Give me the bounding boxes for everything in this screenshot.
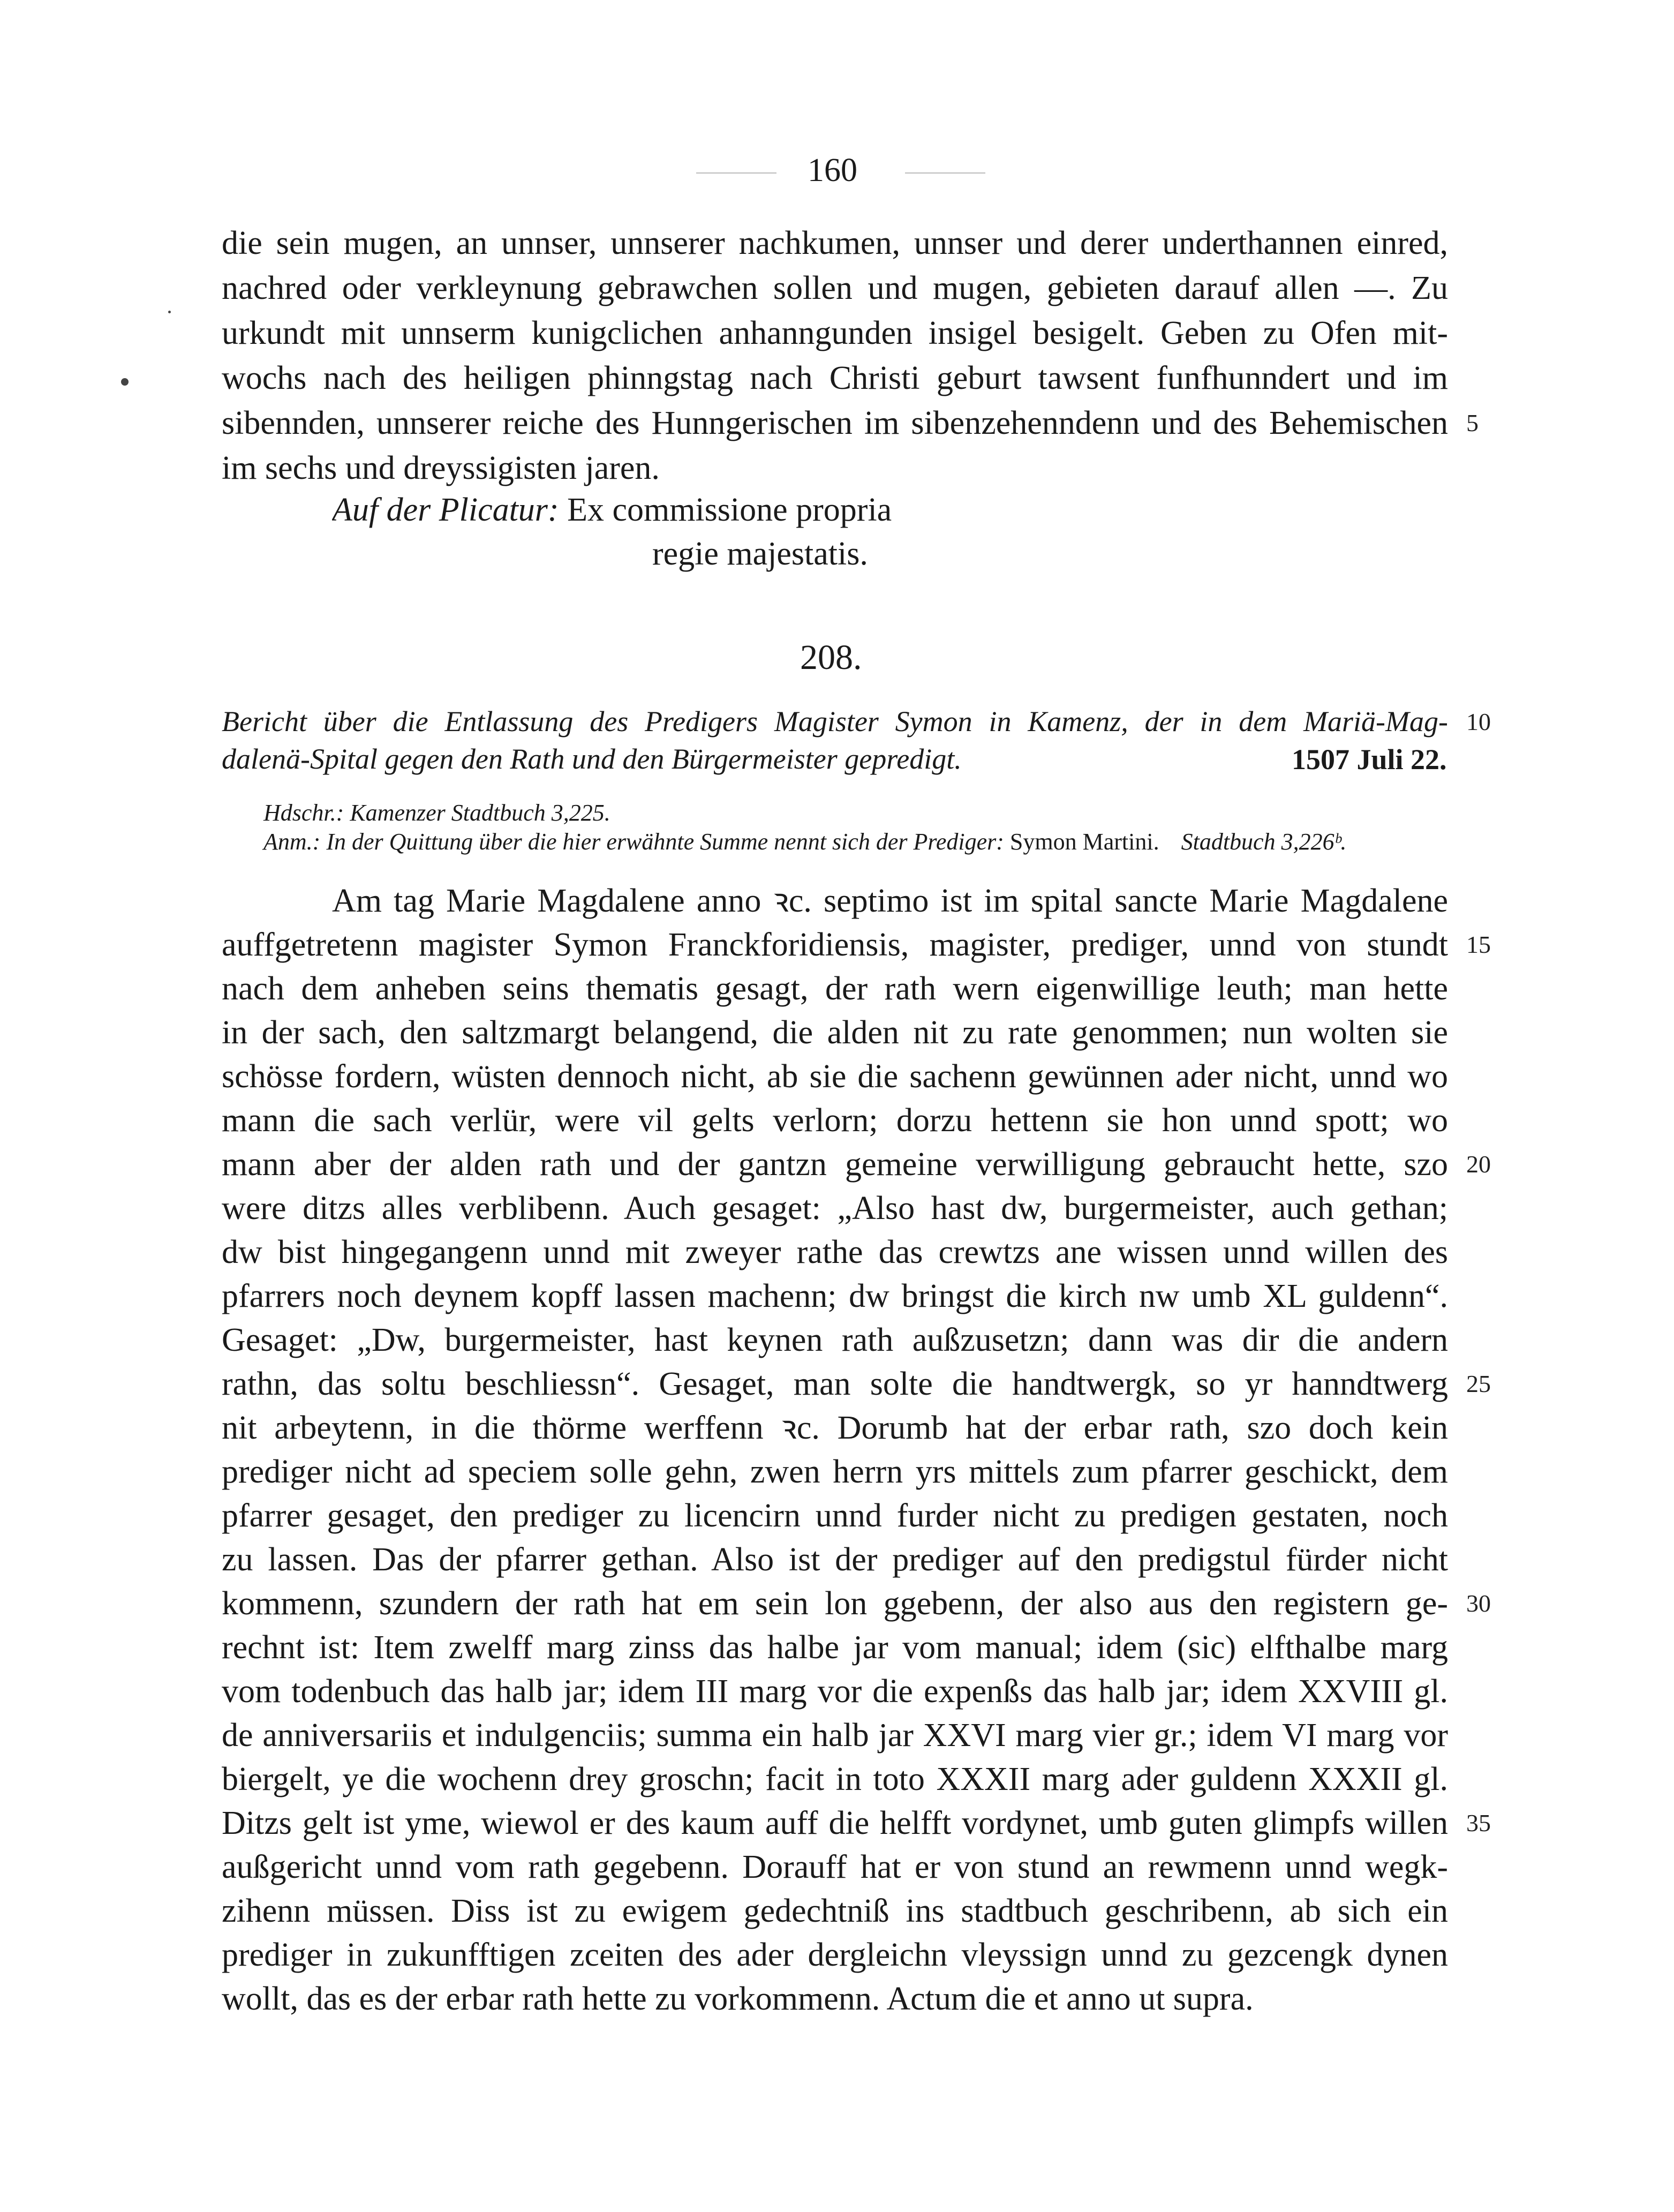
body-line: biergelt, ye die wochenn drey groschn; facit in toto XXXII marg ader guldenn XXXII gl. (222, 1761, 1448, 1797)
source-label: Hdschr.: (263, 800, 344, 826)
body-line: pfarrers noch deynem kopff lassen machenn; dw bringst die kirch nw umb XL guldenn“. (222, 1278, 1448, 1314)
margin-speck (168, 311, 171, 313)
text-line: wochs nach des heiligen phinngstag nach Christi geburt tawsent funfhunndert und im (222, 360, 1448, 396)
header-rule-left (696, 172, 776, 174)
body-line: were ditzs alles verblibenn. Auch gesaget: „Also hast dw, burgermeister, auch gethan; (222, 1190, 1448, 1227)
body-line: in der sach, den saltzmargt belangend, die alden nit zu rate genommen; nun wolten sie (222, 1014, 1448, 1051)
source-annotation (263, 826, 1346, 858)
line-number: 25 (1466, 1370, 1491, 1397)
source-text: Kamenzer Stadtbuch 3,225. (350, 800, 610, 826)
text-line: urkundt mit unnserm kunigclichen anhanngunden insigel besigelt. Geben zu Ofen mit- (222, 315, 1448, 351)
annotation-ref: Stadtbuch 3,226ᵇ. (1181, 829, 1347, 855)
body-line: Am tag Marie Magdalene anno ꝛc. septimo ist im spital sancte Marie Magdalene (332, 883, 1448, 919)
margin-speck (121, 378, 129, 386)
plicatur-note-continued: regie majestatis. (652, 536, 868, 572)
body-line: nit arbeytenn, in die thörme werffenn ꝛc. Dorumb hat der erbar rath, szo doch kein (222, 1410, 1448, 1446)
line-number: 5 (1466, 409, 1479, 437)
regest-line: dalenä-Spital gegen den Rath und den Bürgermeister gepredigt. (222, 743, 962, 775)
body-line: prediger nicht ad speciem solle gehn, zwen herrn yrs mittels zum pfarrer geschickt, dem (222, 1454, 1448, 1490)
text-line: die sein mugen, an unnser, unnserer nachkumen, unnser und derer underthannen einred, (222, 225, 1448, 261)
source-manuscript (263, 797, 610, 829)
body-line: Ditzs gelt ist yme, wiewol er des kaum auff die helfft vordynet, umb guten glimpfs willen (222, 1805, 1448, 1841)
body-line: außgericht unnd vom rath gegebenn. Dorauff hat er von stund an rewmenn unnd wegk- (222, 1849, 1448, 1885)
body-line: vom todenbuch das halb jar; idem III marg vor die expenßs das halb jar; idem XXVIII gl. (222, 1673, 1448, 1710)
body-line: wollt, das es der erbar rath hette zu vorkommenn. Actum die et anno ut supra. (222, 1981, 1254, 2017)
plicatur-note (332, 487, 1296, 532)
body-line: auffgetretenn magister Symon Franckforidiensis, magister, prediger, unnd von stundt (222, 927, 1448, 963)
text-line: nachred oder verkleynung gebrawchen sollen und mugen, gebieten darauf allen —. Zu (222, 270, 1448, 306)
plicatur-label: Auf der Plicatur: (332, 492, 559, 528)
header-rule-right (905, 172, 985, 174)
document-date: 1507 Juli 22. (1292, 743, 1447, 776)
regest-line: Bericht über die Entlassung des Predigers Magister Symon in Kamenz, der in dem Mariä-Mag- (222, 705, 1448, 738)
annotation-label: Anm.: (263, 829, 321, 855)
body-line: Gesaget: „Dw, burgermeister, hast keynen rath außzusetzn; dann was dir die andern (222, 1322, 1448, 1358)
line-number: 35 (1466, 1809, 1491, 1837)
line-number: 20 (1466, 1150, 1491, 1178)
body-line: pfarrer gesaget, den prediger zu licencirn unnd furder nicht zu predigen gestaten, noch (222, 1498, 1448, 1534)
annotation-text: In der Quittung über die hier erwähnte Summe nennt sich der Prediger: (326, 829, 1004, 855)
page-number: 160 (808, 152, 857, 189)
body-line: rechnt ist: Item zwelff marg zinss das halbe jar vom manual; idem (sic) elfthalbe marg (222, 1629, 1448, 1666)
annotation-name: Symon Martini. (1009, 829, 1159, 855)
body-line: nach dem anheben seins thematis gesagt, der rath wern eigenwillige leuth; man hette (222, 970, 1448, 1007)
body-line: rathn, das soltu beschliessn“. Gesaget, man solte die handtwergk, so yr hanndtwerg (222, 1366, 1448, 1402)
body-line: mann die sach verlür, were vil gelts verlorn; dorzu hettenn sie hon unnd spott; wo (222, 1102, 1448, 1139)
line-number: 15 (1466, 931, 1491, 958)
line-number: 10 (1466, 708, 1491, 735)
body-line: mann aber der alden rath und der gantzn gemeine verwilligung gebraucht hette, szo (222, 1146, 1448, 1183)
body-line: kommenn, szundern der rath hat em sein lon ggebenn, der also aus den registern ge- (222, 1585, 1448, 1622)
plicatur-text: Ex commissione propria (567, 492, 892, 528)
body-line: zihenn müssen. Diss ist zu ewigem gedechtniß ins stadtbuch geschribenn, ab sich ein (222, 1893, 1448, 1929)
line-number: 30 (1466, 1590, 1491, 1617)
body-line: schösse fordern, wüsten dennoch nicht, ab sie die sachenn gewünnen ader nicht, unnd wo (222, 1058, 1448, 1095)
body-line: de anniversariis et indulgenciis; summa ein halb jar XXVI marg vier gr.; idem VI marg vor (222, 1717, 1448, 1754)
text-line: im sechs und dreyssigisten jaren. (222, 450, 660, 486)
body-line: dw bist hingegangenn unnd mit zweyer rathe das crewtzs ane wissen unnd willen des (222, 1234, 1448, 1270)
text-line: sibennden, unnserer reiche des Hunngerischen im sibenzehenndenn und des Behemischen (222, 405, 1448, 441)
document-number: 208. (800, 638, 862, 677)
body-line: prediger in zukunfftigen zceiten des ader dergleichn vleyssign unnd zu gezcengk dynen (222, 1937, 1448, 1973)
body-line: zu lassen. Das der pfarrer gethan. Also ist der prediger auf den predigstul fürder nicht (222, 1541, 1448, 1578)
